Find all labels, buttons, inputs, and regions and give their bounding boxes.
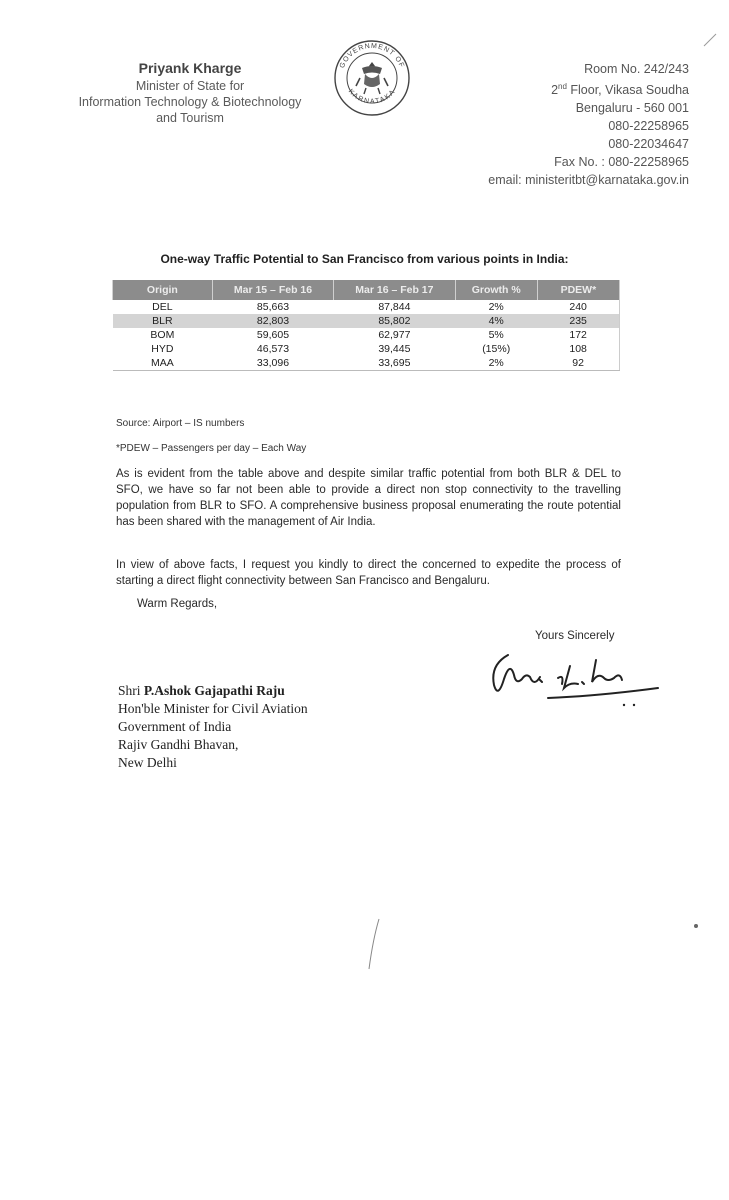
col-header-origin: Origin bbox=[113, 280, 213, 300]
addressee-building: Rajiv Gandhi Bhavan, bbox=[118, 737, 239, 752]
cell-pdew: 108 bbox=[569, 343, 587, 355]
cell-origin: BOM bbox=[150, 329, 175, 341]
col-header-pdew: PDEW* bbox=[537, 280, 619, 300]
col-header-period-1: Mar 15 – Feb 16 bbox=[212, 280, 333, 300]
svg-text:GOVERNMENT OF: GOVERNMENT OF bbox=[338, 42, 406, 70]
scan-mark-icon bbox=[700, 30, 720, 50]
cell-origin: DEL bbox=[152, 301, 173, 313]
address-phone: 080-22034647 bbox=[608, 137, 689, 152]
scan-mark-icon bbox=[365, 915, 385, 975]
cell-value: 85,802 bbox=[334, 314, 455, 328]
col-header-growth: Growth % bbox=[455, 280, 537, 300]
addressee-name: P.Ashok Gajapathi Raju bbox=[143, 683, 285, 698]
source-note: Source: Airport – IS numbers bbox=[116, 418, 245, 429]
cell-origin: BLR bbox=[113, 314, 213, 328]
addressee-prefix: Shri bbox=[118, 683, 144, 698]
handwritten-signature bbox=[478, 640, 678, 720]
address-floor: 2nd Floor, Vikasa Soudha bbox=[551, 82, 689, 98]
table-row bbox=[113, 342, 620, 356]
sender-title-line: Minister of State for bbox=[135, 79, 245, 93]
cell-value: 33,096 bbox=[256, 357, 290, 369]
letterhead-address bbox=[389, 60, 689, 189]
sender-title-line: and Tourism bbox=[156, 111, 224, 125]
pdew-note: *PDEW – Passengers per day – Each Way bbox=[116, 443, 307, 454]
table-row bbox=[113, 356, 620, 371]
cell-growth: (15%) bbox=[482, 343, 511, 355]
body-paragraph-2: In view of above facts, I request you kindly to direct the concerned to expedite the process of starting a direct flight connectivity between San Francisco and Bengaluru. bbox=[116, 559, 621, 587]
table-row bbox=[113, 314, 620, 328]
addressee-government: Government of India bbox=[118, 719, 232, 734]
address-room: Room No. 242/243 bbox=[584, 62, 689, 76]
address-phone: 080-22258965 bbox=[608, 119, 689, 134]
cell-value: 62,977 bbox=[378, 329, 411, 341]
cell-growth: 4% bbox=[455, 314, 537, 328]
traffic-table bbox=[112, 280, 620, 371]
col-header-period-2: Mar 16 – Feb 17 bbox=[334, 280, 455, 300]
cell-value: 33,695 bbox=[378, 357, 411, 369]
cell-value: 46,573 bbox=[256, 343, 290, 355]
cell-origin: MAA bbox=[151, 357, 174, 369]
sender-name: Priyank Kharge bbox=[138, 60, 242, 76]
table-row bbox=[113, 328, 620, 342]
table-header-row bbox=[113, 280, 620, 300]
cell-pdew: 172 bbox=[569, 329, 587, 341]
table-row bbox=[113, 300, 620, 314]
table-title: One-way Traffic Potential to San Francisco from various points in India: bbox=[160, 252, 569, 266]
address-email: email: ministeritbt@karnataka.gov.in bbox=[488, 173, 689, 188]
cell-pdew: 240 bbox=[569, 301, 587, 313]
cell-growth: 2% bbox=[488, 301, 504, 313]
cell-value: 39,445 bbox=[378, 343, 411, 355]
letterhead-sender bbox=[60, 60, 320, 126]
cell-pdew: 235 bbox=[537, 314, 619, 328]
body-paragraph-1: As is evident from the table above and despite similar traffic potential from both BLR & DEL to SFO, we have so far not been able to provide a direct non stop connectivity to the travelling population from BLR to SFO. A comprehensive business proposal enumerating the route potential has been shared with the management of Air India. bbox=[116, 468, 621, 528]
address-fax: Fax No. : 080-22258965 bbox=[554, 155, 689, 170]
scan-mark-icon bbox=[690, 920, 702, 932]
sender-title-line: Information Technology & Biotechnology bbox=[78, 95, 302, 109]
cell-growth: 5% bbox=[488, 329, 504, 341]
closing-regards: Warm Regards, bbox=[137, 598, 218, 610]
svg-text:KARNATAKA: KARNATAKA bbox=[346, 88, 398, 106]
cell-value: 82,803 bbox=[212, 314, 333, 328]
cell-growth: 2% bbox=[488, 357, 504, 369]
closing-sincerely: Yours Sincerely bbox=[535, 630, 615, 642]
address-city: Bengaluru - 560 001 bbox=[575, 101, 689, 116]
cell-pdew: 92 bbox=[572, 357, 584, 369]
cell-value: 59,605 bbox=[256, 329, 290, 341]
addressee-city: New Delhi bbox=[118, 755, 177, 770]
addressee-designation: Hon'ble Minister for Civil Aviation bbox=[118, 701, 308, 716]
cell-value: 87,844 bbox=[378, 301, 411, 313]
cell-origin: HYD bbox=[151, 343, 174, 355]
addressee-block bbox=[118, 682, 308, 772]
cell-value: 85,663 bbox=[256, 301, 290, 313]
